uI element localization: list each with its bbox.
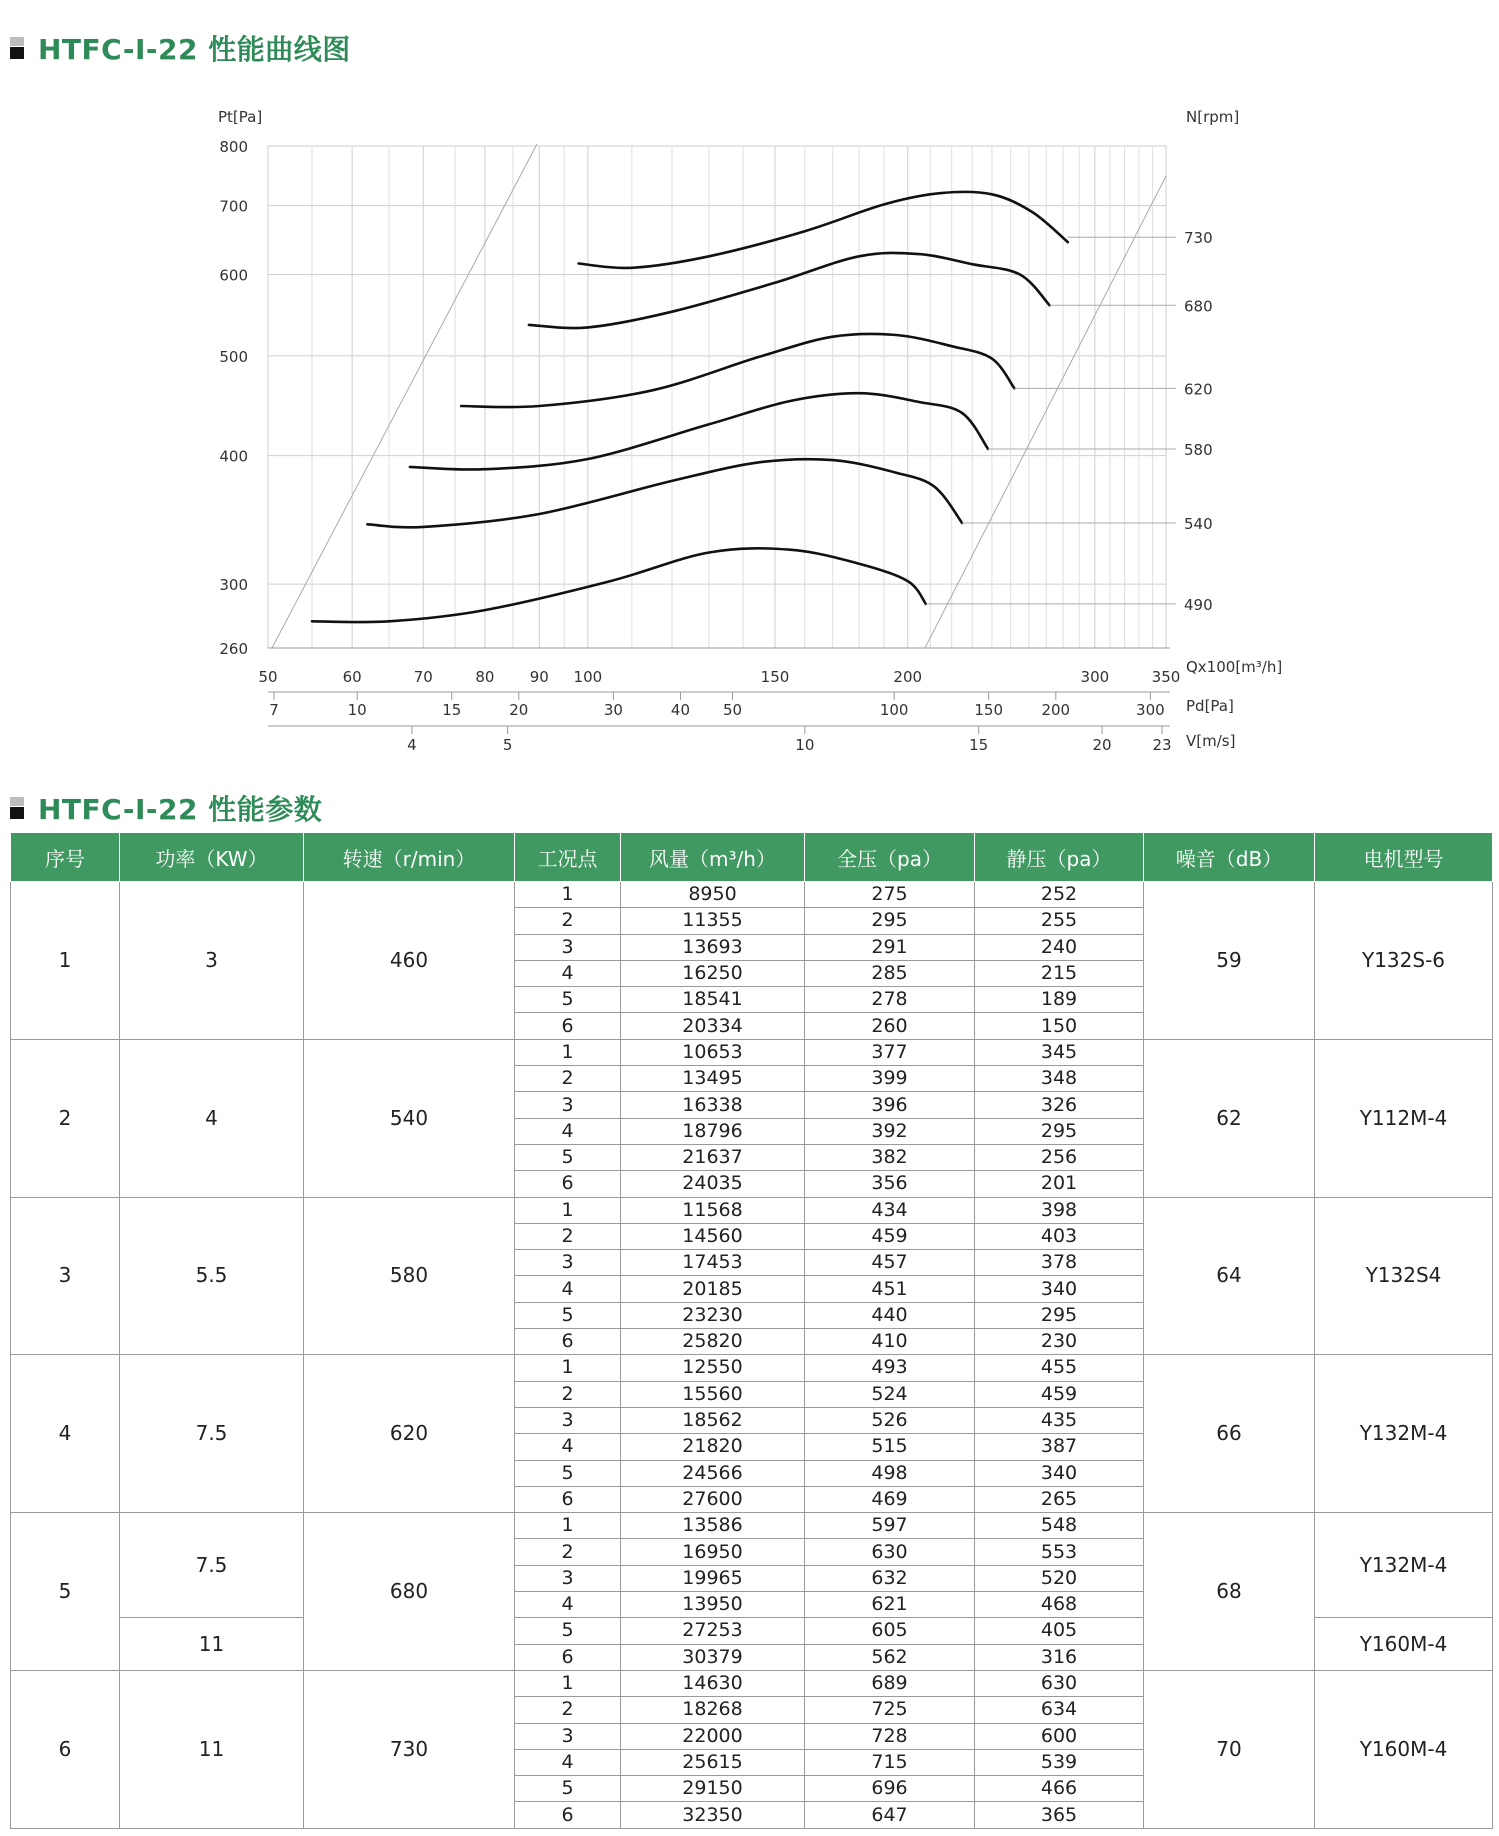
condition-point-cell: 4: [515, 1276, 621, 1302]
total-pressure-cell: 696: [805, 1776, 975, 1802]
column-header: 转速（r/min）: [304, 833, 515, 882]
static-pressure-cell: 466: [975, 1776, 1144, 1802]
airflow-cell: 12550: [621, 1355, 805, 1381]
condition-point-cell: 1: [515, 1197, 621, 1223]
condition-point-cell: 4: [515, 1434, 621, 1460]
airflow-cell: 10653: [621, 1039, 805, 1065]
motor-model-cell: Y132S-6: [1315, 882, 1493, 1040]
airflow-cell: 23230: [621, 1302, 805, 1328]
airflow-cell: 25615: [621, 1749, 805, 1775]
airflow-cell: 13693: [621, 934, 805, 960]
static-pressure-cell: 365: [975, 1802, 1144, 1828]
q-tick-label: 60: [342, 668, 362, 686]
static-pressure-cell: 295: [975, 1302, 1144, 1328]
condition-point-cell: 1: [515, 882, 621, 908]
total-pressure-cell: 498: [805, 1460, 975, 1486]
total-pressure-cell: 382: [805, 1144, 975, 1170]
airflow-cell: 16250: [621, 960, 805, 986]
rpm-tick-label: 620: [1184, 380, 1213, 399]
plot-frame: [268, 146, 1166, 648]
total-pressure-cell: 647: [805, 1802, 975, 1828]
noise-cell: 64: [1144, 1197, 1315, 1355]
rpm-curve-680: [529, 253, 1050, 328]
speed-cell: 460: [304, 882, 515, 1040]
static-pressure-cell: 630: [975, 1670, 1144, 1696]
noise-cell: 62: [1144, 1039, 1315, 1197]
q-tick-label: 300: [1080, 668, 1110, 686]
airflow-cell: 24035: [621, 1171, 805, 1197]
airflow-cell: 18562: [621, 1407, 805, 1433]
row-number-cell: 3: [11, 1197, 120, 1355]
column-header: 序号: [11, 833, 120, 882]
speed-cell: 730: [304, 1670, 515, 1828]
condition-point-cell: 1: [515, 1670, 621, 1696]
airflow-cell: 18796: [621, 1118, 805, 1144]
table-title-text: HTFC-I-22 性能参数: [38, 793, 323, 826]
total-pressure-cell: 493: [805, 1355, 975, 1381]
noise-cell: 66: [1144, 1355, 1315, 1513]
table-row: [11, 1355, 1493, 1381]
static-pressure-cell: 230: [975, 1329, 1144, 1355]
total-pressure-cell: 291: [805, 934, 975, 960]
rpm-curve-490: [312, 548, 926, 622]
table-row: [11, 1670, 1493, 1696]
rpm-tick-label: 680: [1184, 297, 1213, 316]
static-pressure-cell: 201: [975, 1171, 1144, 1197]
table-row: [11, 1197, 1493, 1223]
total-pressure-cell: 451: [805, 1276, 975, 1302]
motor-model-cell: Y132S4: [1315, 1197, 1493, 1355]
airflow-cell: 19965: [621, 1565, 805, 1591]
curve-title-text: HTFC-I-22 性能曲线图: [38, 33, 351, 66]
airflow-cell: 13586: [621, 1513, 805, 1539]
q-tick-label: 90: [529, 668, 549, 686]
total-pressure-cell: 562: [805, 1644, 975, 1670]
speed-cell: 680: [304, 1513, 515, 1671]
y-tick-label: 600: [219, 266, 248, 285]
condition-point-cell: 2: [515, 1539, 621, 1565]
static-pressure-cell: 634: [975, 1697, 1144, 1723]
condition-point-cell: 5: [515, 987, 621, 1013]
speed-cell: 620: [304, 1355, 515, 1513]
row-number-cell: 1: [11, 882, 120, 1040]
q-tick-label: 150: [760, 668, 790, 686]
static-pressure-cell: 600: [975, 1723, 1144, 1749]
power-cell: 7.5: [120, 1355, 304, 1513]
static-pressure-cell: 468: [975, 1592, 1144, 1618]
power-cell: 11: [120, 1618, 304, 1671]
speed-cell: 540: [304, 1039, 515, 1197]
condition-point-cell: 6: [515, 1013, 621, 1039]
pd-tick-label: 30: [603, 701, 623, 719]
static-pressure-cell: 256: [975, 1144, 1144, 1170]
airflow-cell: 30379: [621, 1644, 805, 1670]
table-row: [11, 1513, 1493, 1539]
static-pressure-cell: 459: [975, 1381, 1144, 1407]
motor-model-cell: Y160M-4: [1315, 1618, 1493, 1671]
table-row: [11, 882, 1493, 908]
static-pressure-cell: 252: [975, 882, 1144, 908]
total-pressure-cell: 597: [805, 1513, 975, 1539]
pd-tick-label: 7: [269, 701, 279, 719]
y-tick-label: 500: [219, 347, 248, 366]
airflow-cell: 20185: [621, 1276, 805, 1302]
static-pressure-cell: 548: [975, 1513, 1144, 1539]
total-pressure-cell: 632: [805, 1565, 975, 1591]
power-cell: 4: [120, 1039, 304, 1197]
q-tick-label: 50: [258, 668, 278, 686]
pd-tick-label: 15: [442, 701, 462, 719]
airflow-cell: 27600: [621, 1486, 805, 1512]
y-tick-label: 400: [219, 447, 248, 466]
airflow-cell: 24566: [621, 1460, 805, 1486]
rpm-tick-label: 490: [1184, 595, 1213, 614]
curve-section-title: [10, 28, 351, 68]
total-pressure-cell: 392: [805, 1118, 975, 1144]
condition-point-cell: 2: [515, 1066, 621, 1092]
q-tick-label: 80: [475, 668, 495, 686]
static-pressure-cell: 240: [975, 934, 1144, 960]
column-header: 静压（pa）: [975, 833, 1144, 882]
v-tick-label: 4: [407, 736, 417, 754]
static-pressure-cell: 403: [975, 1223, 1144, 1249]
rpm-curve-730: [579, 192, 1068, 268]
performance-curve-chart: [0, 90, 1499, 770]
condition-point-cell: 3: [515, 1565, 621, 1591]
v-axis-title: V[m/s]: [1186, 732, 1236, 750]
airflow-cell: 13950: [621, 1592, 805, 1618]
pd-tick-label: 150: [974, 701, 1004, 719]
condition-point-cell: 3: [515, 1092, 621, 1118]
condition-point-cell: 6: [515, 1171, 621, 1197]
static-pressure-cell: 340: [975, 1460, 1144, 1486]
y-tick-label: 260: [219, 640, 248, 658]
v-tick-label: 23: [1152, 736, 1172, 754]
static-pressure-cell: 295: [975, 1118, 1144, 1144]
rpm-curve-620: [461, 334, 1014, 407]
condition-point-cell: 2: [515, 1381, 621, 1407]
total-pressure-cell: 440: [805, 1302, 975, 1328]
airflow-cell: 21637: [621, 1144, 805, 1170]
pd-tick-label: 10: [347, 701, 367, 719]
total-pressure-cell: 275: [805, 882, 975, 908]
condition-point-cell: 5: [515, 1776, 621, 1802]
condition-point-cell: 2: [515, 908, 621, 934]
static-pressure-cell: 316: [975, 1644, 1144, 1670]
motor-model-cell: Y160M-4: [1315, 1670, 1493, 1828]
static-pressure-cell: 398: [975, 1197, 1144, 1223]
airflow-cell: 29150: [621, 1776, 805, 1802]
total-pressure-cell: 295: [805, 908, 975, 934]
section-marker-icon: [10, 37, 24, 59]
pd-tick-label: 200: [1041, 701, 1071, 719]
airflow-cell: 11568: [621, 1197, 805, 1223]
pd-axis-title: Pd[Pa]: [1186, 697, 1234, 715]
rpm-axis-title: N[rpm]: [1186, 108, 1240, 126]
table-row: [11, 1039, 1493, 1065]
static-pressure-cell: 345: [975, 1039, 1144, 1065]
column-header: 功率（KW）: [120, 833, 304, 882]
pd-tick-label: 50: [722, 701, 743, 719]
static-pressure-cell: 215: [975, 960, 1144, 986]
pd-tick-label: 300: [1136, 701, 1165, 719]
table-header-row: [11, 833, 1493, 882]
q-axis-title: Qx100[m³/h]: [1186, 658, 1283, 676]
power-cell: 11: [120, 1670, 304, 1828]
condition-point-cell: 4: [515, 1592, 621, 1618]
total-pressure-cell: 377: [805, 1039, 975, 1065]
condition-point-cell: 5: [515, 1302, 621, 1328]
static-pressure-cell: 189: [975, 987, 1144, 1013]
airflow-cell: 18268: [621, 1697, 805, 1723]
airflow-cell: 17453: [621, 1250, 805, 1276]
airflow-cell: 20334: [621, 1013, 805, 1039]
noise-cell: 68: [1144, 1513, 1315, 1671]
total-pressure-cell: 457: [805, 1250, 975, 1276]
airflow-cell: 15560: [621, 1381, 805, 1407]
v-tick-label: 10: [795, 736, 815, 754]
q-tick-label: 350: [1151, 668, 1181, 686]
airflow-cell: 14630: [621, 1670, 805, 1696]
static-pressure-cell: 378: [975, 1250, 1144, 1276]
condition-point-cell: 5: [515, 1618, 621, 1644]
row-number-cell: 4: [11, 1355, 120, 1513]
table-section-title: [10, 788, 322, 828]
condition-point-cell: 3: [515, 1407, 621, 1433]
condition-point-cell: 6: [515, 1486, 621, 1512]
airflow-cell: 21820: [621, 1434, 805, 1460]
noise-cell: 59: [1144, 882, 1315, 1040]
condition-point-cell: 1: [515, 1355, 621, 1381]
rpm-tick-label: 580: [1184, 440, 1213, 459]
pd-tick-label: 100: [879, 701, 909, 719]
total-pressure-cell: 526: [805, 1407, 975, 1433]
airflow-cell: 27253: [621, 1618, 805, 1644]
condition-point-cell: 2: [515, 1697, 621, 1723]
airflow-cell: 11355: [621, 908, 805, 934]
airflow-cell: 8950: [621, 882, 805, 908]
static-pressure-cell: 405: [975, 1618, 1144, 1644]
airflow-cell: 22000: [621, 1723, 805, 1749]
total-pressure-cell: 469: [805, 1486, 975, 1512]
condition-point-cell: 4: [515, 960, 621, 986]
speed-cell: 580: [304, 1197, 515, 1355]
static-pressure-cell: 455: [975, 1355, 1144, 1381]
condition-point-cell: 5: [515, 1460, 621, 1486]
total-pressure-cell: 260: [805, 1013, 975, 1039]
total-pressure-cell: 356: [805, 1171, 975, 1197]
condition-point-cell: 1: [515, 1039, 621, 1065]
column-header: 全压（pa）: [805, 833, 975, 882]
condition-point-cell: 4: [515, 1749, 621, 1775]
y-tick-label: 800: [219, 138, 248, 156]
airflow-cell: 18541: [621, 987, 805, 1013]
motor-model-cell: Y132M-4: [1315, 1355, 1493, 1513]
q-tick-label: 200: [893, 668, 923, 686]
total-pressure-cell: 605: [805, 1618, 975, 1644]
q-tick-label: 70: [413, 668, 433, 686]
total-pressure-cell: 630: [805, 1539, 975, 1565]
q-tick-label: 100: [573, 668, 603, 686]
table-body: [11, 882, 1493, 1829]
column-header: 噪音（dB）: [1144, 833, 1315, 882]
static-pressure-cell: 150: [975, 1013, 1144, 1039]
condition-point-cell: 3: [515, 1723, 621, 1749]
condition-point-cell: 5: [515, 1144, 621, 1170]
total-pressure-cell: 689: [805, 1670, 975, 1696]
total-pressure-cell: 621: [805, 1592, 975, 1618]
condition-point-cell: 6: [515, 1329, 621, 1355]
static-pressure-cell: 265: [975, 1486, 1144, 1512]
total-pressure-cell: 399: [805, 1066, 975, 1092]
static-pressure-cell: 387: [975, 1434, 1144, 1460]
total-pressure-cell: 459: [805, 1223, 975, 1249]
total-pressure-cell: 524: [805, 1381, 975, 1407]
airflow-cell: 13495: [621, 1066, 805, 1092]
motor-model-cell: Y132M-4: [1315, 1513, 1493, 1618]
static-pressure-cell: 348: [975, 1066, 1144, 1092]
airflow-cell: 16338: [621, 1092, 805, 1118]
condition-point-cell: 2: [515, 1223, 621, 1249]
total-pressure-cell: 434: [805, 1197, 975, 1223]
static-pressure-cell: 340: [975, 1276, 1144, 1302]
v-tick-label: 15: [969, 736, 989, 754]
row-number-cell: 5: [11, 1513, 120, 1671]
condition-point-cell: 3: [515, 934, 621, 960]
static-pressure-cell: 435: [975, 1407, 1144, 1433]
power-cell: 7.5: [120, 1513, 304, 1618]
y-tick-label: 300: [219, 576, 248, 595]
column-header: 工况点: [515, 833, 621, 882]
v-tick-label: 20: [1092, 736, 1112, 754]
pd-tick-label: 40: [670, 701, 691, 719]
condition-point-cell: 1: [515, 1513, 621, 1539]
static-pressure-cell: 255: [975, 908, 1144, 934]
y-tick-label: 700: [219, 197, 248, 216]
v-tick-label: 5: [502, 736, 513, 754]
performance-parameter-table: [10, 832, 1493, 1829]
static-pressure-cell: 539: [975, 1749, 1144, 1775]
column-header: 电机型号: [1315, 833, 1493, 882]
row-number-cell: 6: [11, 1670, 120, 1828]
motor-model-cell: Y112M-4: [1315, 1039, 1493, 1197]
noise-cell: 70: [1144, 1670, 1315, 1828]
power-cell: 5.5: [120, 1197, 304, 1355]
static-pressure-cell: 553: [975, 1539, 1144, 1565]
total-pressure-cell: 515: [805, 1434, 975, 1460]
total-pressure-cell: 285: [805, 960, 975, 986]
airflow-cell: 14560: [621, 1223, 805, 1249]
y-axis-title: Pt[Pa]: [218, 108, 263, 126]
condition-point-cell: 4: [515, 1118, 621, 1144]
section-marker-icon: [10, 797, 24, 819]
row-number-cell: 2: [11, 1039, 120, 1197]
airflow-cell: 32350: [621, 1802, 805, 1828]
airflow-cell: 16950: [621, 1539, 805, 1565]
total-pressure-cell: 725: [805, 1697, 975, 1723]
pd-tick-label: 20: [509, 701, 529, 719]
static-pressure-cell: 326: [975, 1092, 1144, 1118]
rpm-tick-label: 730: [1184, 229, 1213, 248]
total-pressure-cell: 728: [805, 1723, 975, 1749]
condition-point-cell: 6: [515, 1644, 621, 1670]
condition-point-cell: 3: [515, 1250, 621, 1276]
power-cell: 3: [120, 882, 304, 1040]
condition-point-cell: 6: [515, 1802, 621, 1828]
total-pressure-cell: 278: [805, 987, 975, 1013]
rpm-tick-label: 540: [1184, 514, 1213, 533]
column-header: 风量（m³/h）: [621, 833, 805, 882]
total-pressure-cell: 410: [805, 1329, 975, 1355]
static-pressure-cell: 520: [975, 1565, 1144, 1591]
airflow-cell: 25820: [621, 1329, 805, 1355]
total-pressure-cell: 396: [805, 1092, 975, 1118]
total-pressure-cell: 715: [805, 1749, 975, 1775]
rpm-curve-580: [410, 393, 988, 469]
